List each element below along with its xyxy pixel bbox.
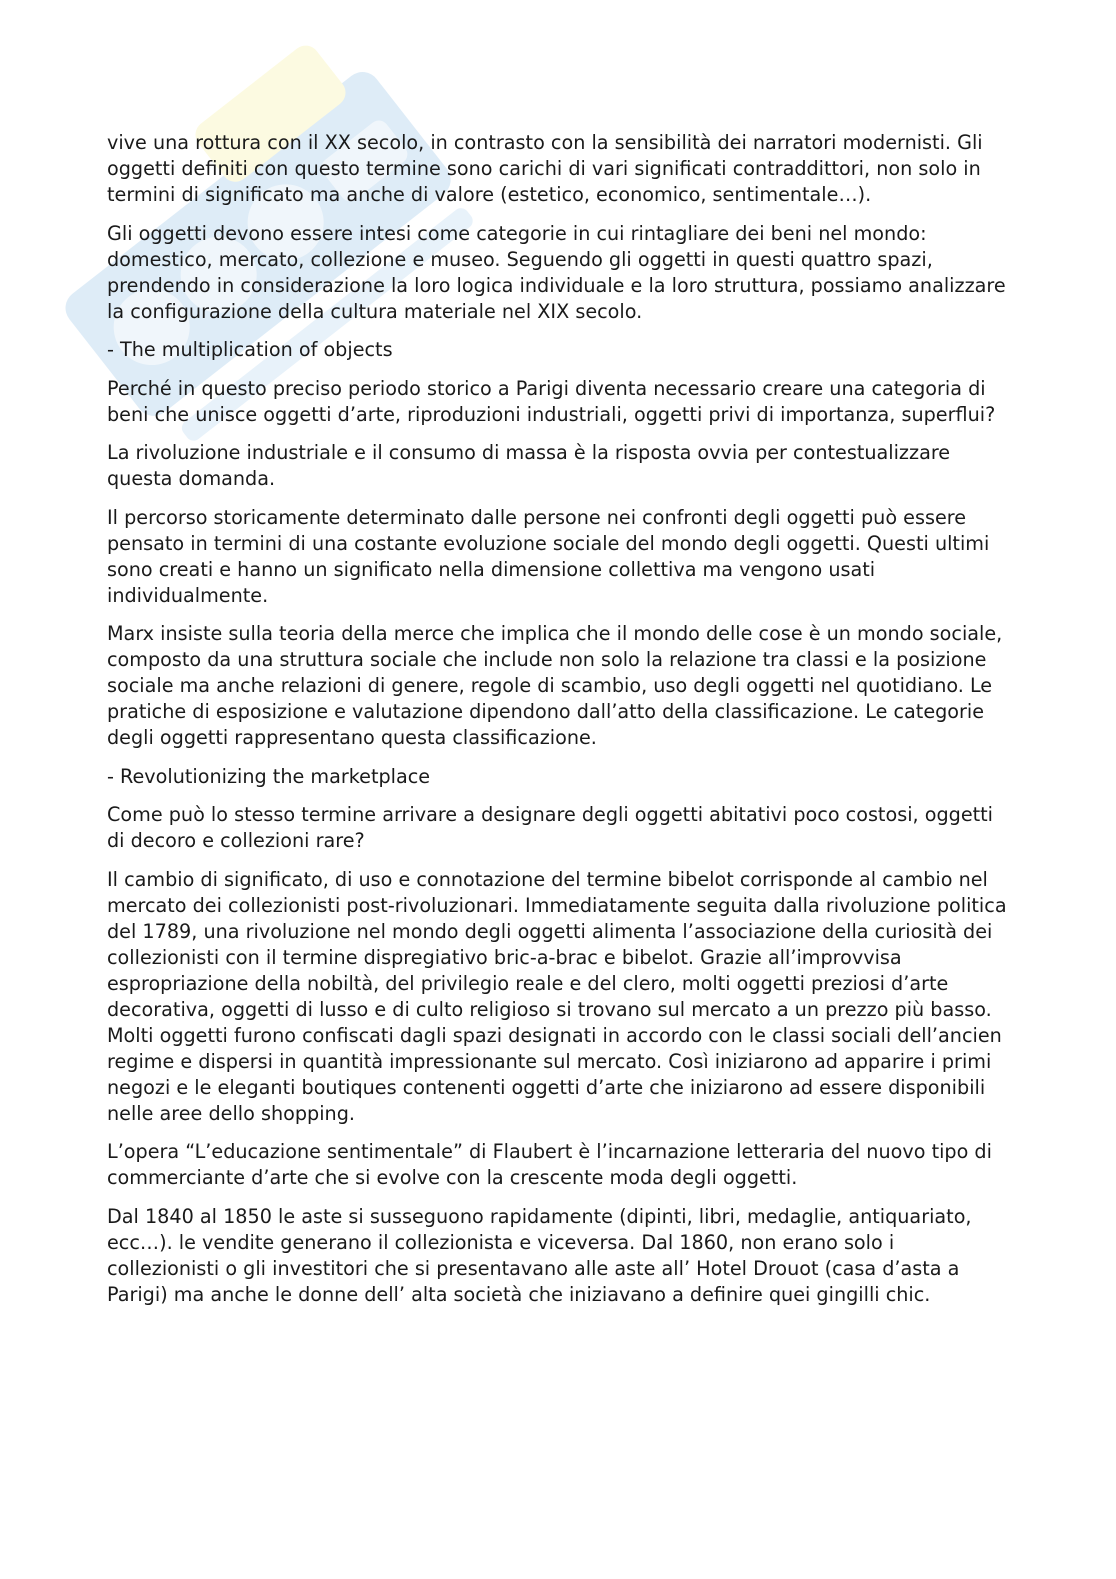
- paragraph: Dal 1840 al 1850 le aste si susseguono rapidamente (dipinti, libri, medaglie, antiquariato, ecc…). le vendite generano il collezionista e viceversa. Dal 1860, non erano solo i collezionisti o gli investitori che si presentavano alle aste all’ Hotel Drouot (casa d’asta a Parigi) ma anche le donne dell’ alta società che iniziavano a definire quei gingilli chic.: [107, 1204, 972, 1306]
- document-body: [107, 130, 1007, 1320]
- paragraph: La rivoluzione industriale e il consumo di massa è la risposta ovvia per contestualizzare questa domanda.: [107, 441, 951, 490]
- paragraph: Gli oggetti devono essere intesi come categorie in cui rintagliare dei beni nel mondo: domestico, mercato, collezione e museo. Seguendo gli oggetti in questi quattro spazi, prendendo in considerazione la loro logica individuale e la loro struttura, possiamo analizzare la configurazione della cultura materiale nel XIX secolo.: [107, 221, 1006, 323]
- paragraph: Marx insiste sulla teoria della merce che implica che il mondo delle cose è un mondo sociale, composto da una struttura sociale che include non solo la relazione tra classi e la posizione sociale ma anche relazioni di genere, regole di scambio, uso degli oggetti nel quotidiano. Le pratiche di esposizione e valutazione dipendono dall’atto della classificazione. Le categorie degli oggetti rappresentano questa classificazione.: [107, 622, 1003, 749]
- paragraph: Perché in questo preciso periodo storico a Parigi diventa necessario creare una categoria di beni che unisce oggetti d’arte, riproduzioni industriali, oggetti privi di importanza, superflui?: [107, 376, 996, 426]
- section-heading: - Revolutionizing the marketplace: [107, 764, 431, 788]
- paragraph: Il percorso storicamente determinato dalle persone nei confronti degli oggetti può essere pensato in termini di una costante evoluzione sociale del mondo degli oggetti. Questi ultimi sono creati e hanno un significato nella dimensione collettiva ma vengono usati individualmente.: [107, 505, 990, 607]
- paragraph: L’opera “L’educazione sentimentale” di Flaubert è l’incarnazione letteraria del nuovo tipo di commerciante d’arte che si evolve con la crescente moda degli oggetti.: [107, 1140, 992, 1189]
- paragraph: Il cambio di significato, di uso e connotazione del termine bibelot corrisponde al cambio nel mercato dei collezionisti post-rivoluzionari. Immediatamente seguita dalla rivoluzione politica del 1789, una rivoluzione nel mondo degli oggetti alimenta l’associazione della curiosità dei collezionisti con il termine dispregiativo bric-a-brac e bibelot. Grazie all’improvvisa espropriazione della nobiltà, del privilegio reale e del clero, molti oggetti preziosi d’arte decorativa, oggetti di lusso e di culto religioso si trovano sul mercato a un prezzo più basso. Molti oggetti furono confiscati dagli spazi designati in accordo con le classi sociali dell’ancien regime e dispersi in quantità impressionante sul mercato. Così iniziarono ad apparire i primi negozi e le eleganti boutiques contenenti oggetti d’arte che iniziarono ad essere disponibili nelle aree dello shopping.: [107, 867, 1007, 1125]
- paragraph: vive una rottura con il XX secolo, in contrasto con la sensibilità dei narratori modernisti. Gli oggetti definiti con questo termine sono carichi di vari significati contraddittori, non solo in termini di significato ma anche di valore (estetico, economico, sentimentale…).: [107, 131, 983, 206]
- paragraph: Come può lo stesso termine arrivare a designare degli oggetti abitativi poco costosi, oggetti di decoro e collezioni rare?: [107, 803, 994, 852]
- section-heading: - The multiplication of objects: [107, 338, 393, 361]
